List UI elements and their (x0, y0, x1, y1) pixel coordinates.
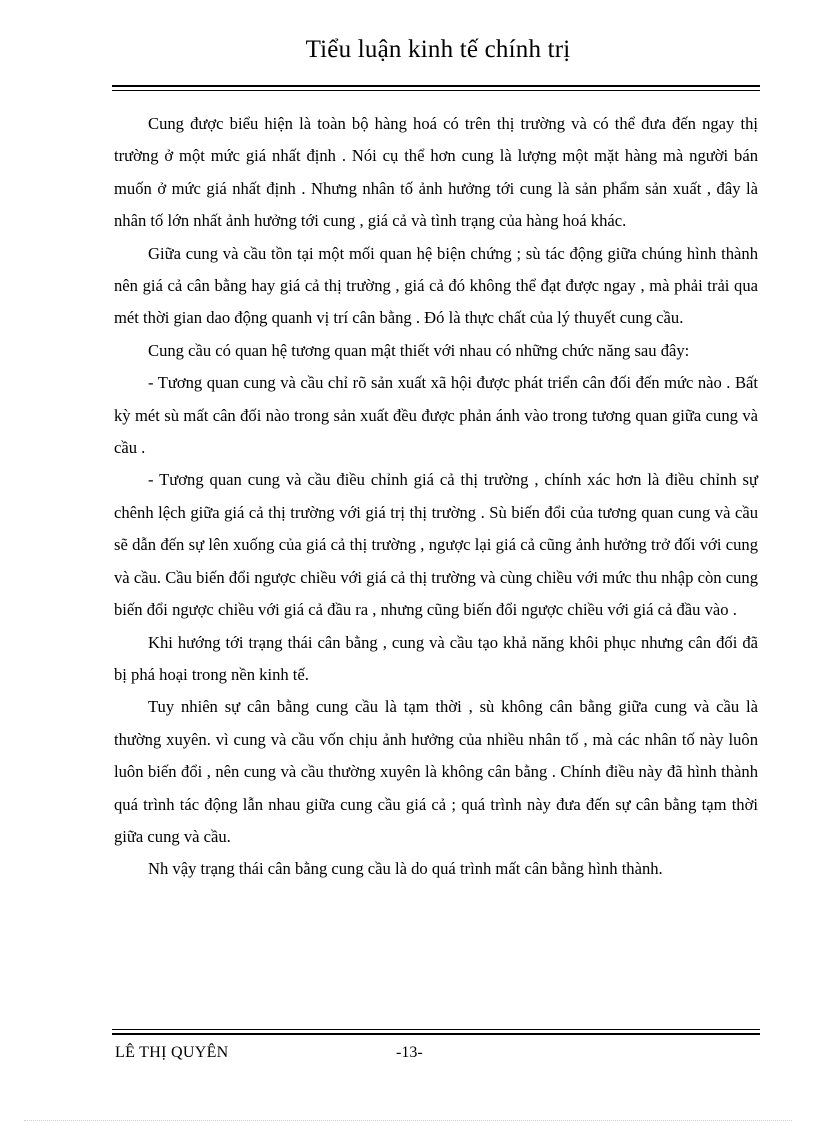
header-divider-top (112, 85, 760, 87)
paragraph-function-price-adjust: - Tương quan cung và cầu điều chỉnh giá cả thị trường , chính xác hơn là điều chỉnh sự chênh lệch giữa giá cả thị trường với giá trị thị trường . Sù biến đổi của tương quan cung và cầu sẽ dẫn đến sự lên xuống của giá cả thị trường , ngược lại giá cả cũng ảnh hưởng trở đối với cung và cầu. Cầu biến đổi ngược chiều với giá cả thị trường và cùng chiều với mức thu nhập còn cung biến đổi ngược chiều với giá cả đầu ra , nhưng cũng biến đổi ngược chiều với giá cả đầu vào . (114, 470, 758, 620)
footer-page-number: -13- (396, 1044, 423, 1061)
paragraph-supply-demand-relation: Giữa cung và cầu tồn tại một mối quan hệ biện chứng ; sù tác động giữa chúng hình thành nên giá cả cân bằng hay giá cả thị trường , giá cả đó không thể đạt được ngay , mà phải trải qua mét thời gian dao động quanh vị trí cân bằng . Đó là thực chất của lý thuyết cung cầu. (114, 243, 758, 328)
paragraph-temporary-balance: Tuy nhiên sự cân bằng cung cầu là tạm thời , sù không cân bằng giữa cung và cầu là thường xuyên. vì cung và cầu vốn chịu ảnh hưởng của nhiều nhân tố , mà các nhân tố này luôn luôn biến đổi , nên cung và cầu thường xuyên là không cân bằng . Chính điều này đã hình thành quá trình tác động lẫn nhau giữa cung cầu giá cả ; quá trình này đưa đến sự cân bằng tạm thời giữa cung và cầu. (114, 697, 758, 846)
paragraph-supply-definition: Cung được biểu hiện là toàn bộ hàng hoá có trên thị trường và có thể đưa đến ngay thị trường ở một mức giá nhất định . Nói cụ thể hơn cung là lượng một mặt hàng mà người bán muốn ở mức giá nhất định . Nhưng nhân tố ảnh hưởng tới cung là sản phẩm sản xuất , đây là nhân tố lớn nhất ảnh hưởng tới cung , giá cả và tình trạng của hàng hoá khác. (114, 114, 758, 231)
footer-author-name: LÊ THỊ QUYÊN (115, 1044, 229, 1061)
document-body (114, 108, 758, 886)
paragraph-functions-intro: Cung cầu có quan hệ tương quan mật thiết với nhau có những chức năng sau đây: (148, 340, 690, 360)
paragraph-function-balance: - Tương quan cung và cầu chỉ rõ sản xuất xã hội được phát triển cân đối đến mức nào . Bất kỳ mét sù mất cân đối nào trong sản xuất đều được phản ánh vào trong tương quan giữa cung và cầu . (114, 373, 758, 458)
page-edge-dotted-line (24, 1120, 792, 1121)
footer-divider-bottom (112, 1033, 760, 1035)
footer-divider-top (112, 1029, 760, 1030)
paragraph-conclusion: Nh vậy trạng thái cân bằng cung cầu là do quá trình mất cân bằng hình thành. (148, 859, 663, 879)
paragraph-equilibrium-restore: Khi hướng tới trạng thái cân bằng , cung và cầu tạo khả năng khôi phục nhưng cân đối đã bị phá hoại trong nền kinh tế. (114, 632, 758, 684)
header-divider-bottom (112, 90, 760, 91)
page-header-title: Tiểu luận kinh tế chính trị (305, 36, 571, 63)
